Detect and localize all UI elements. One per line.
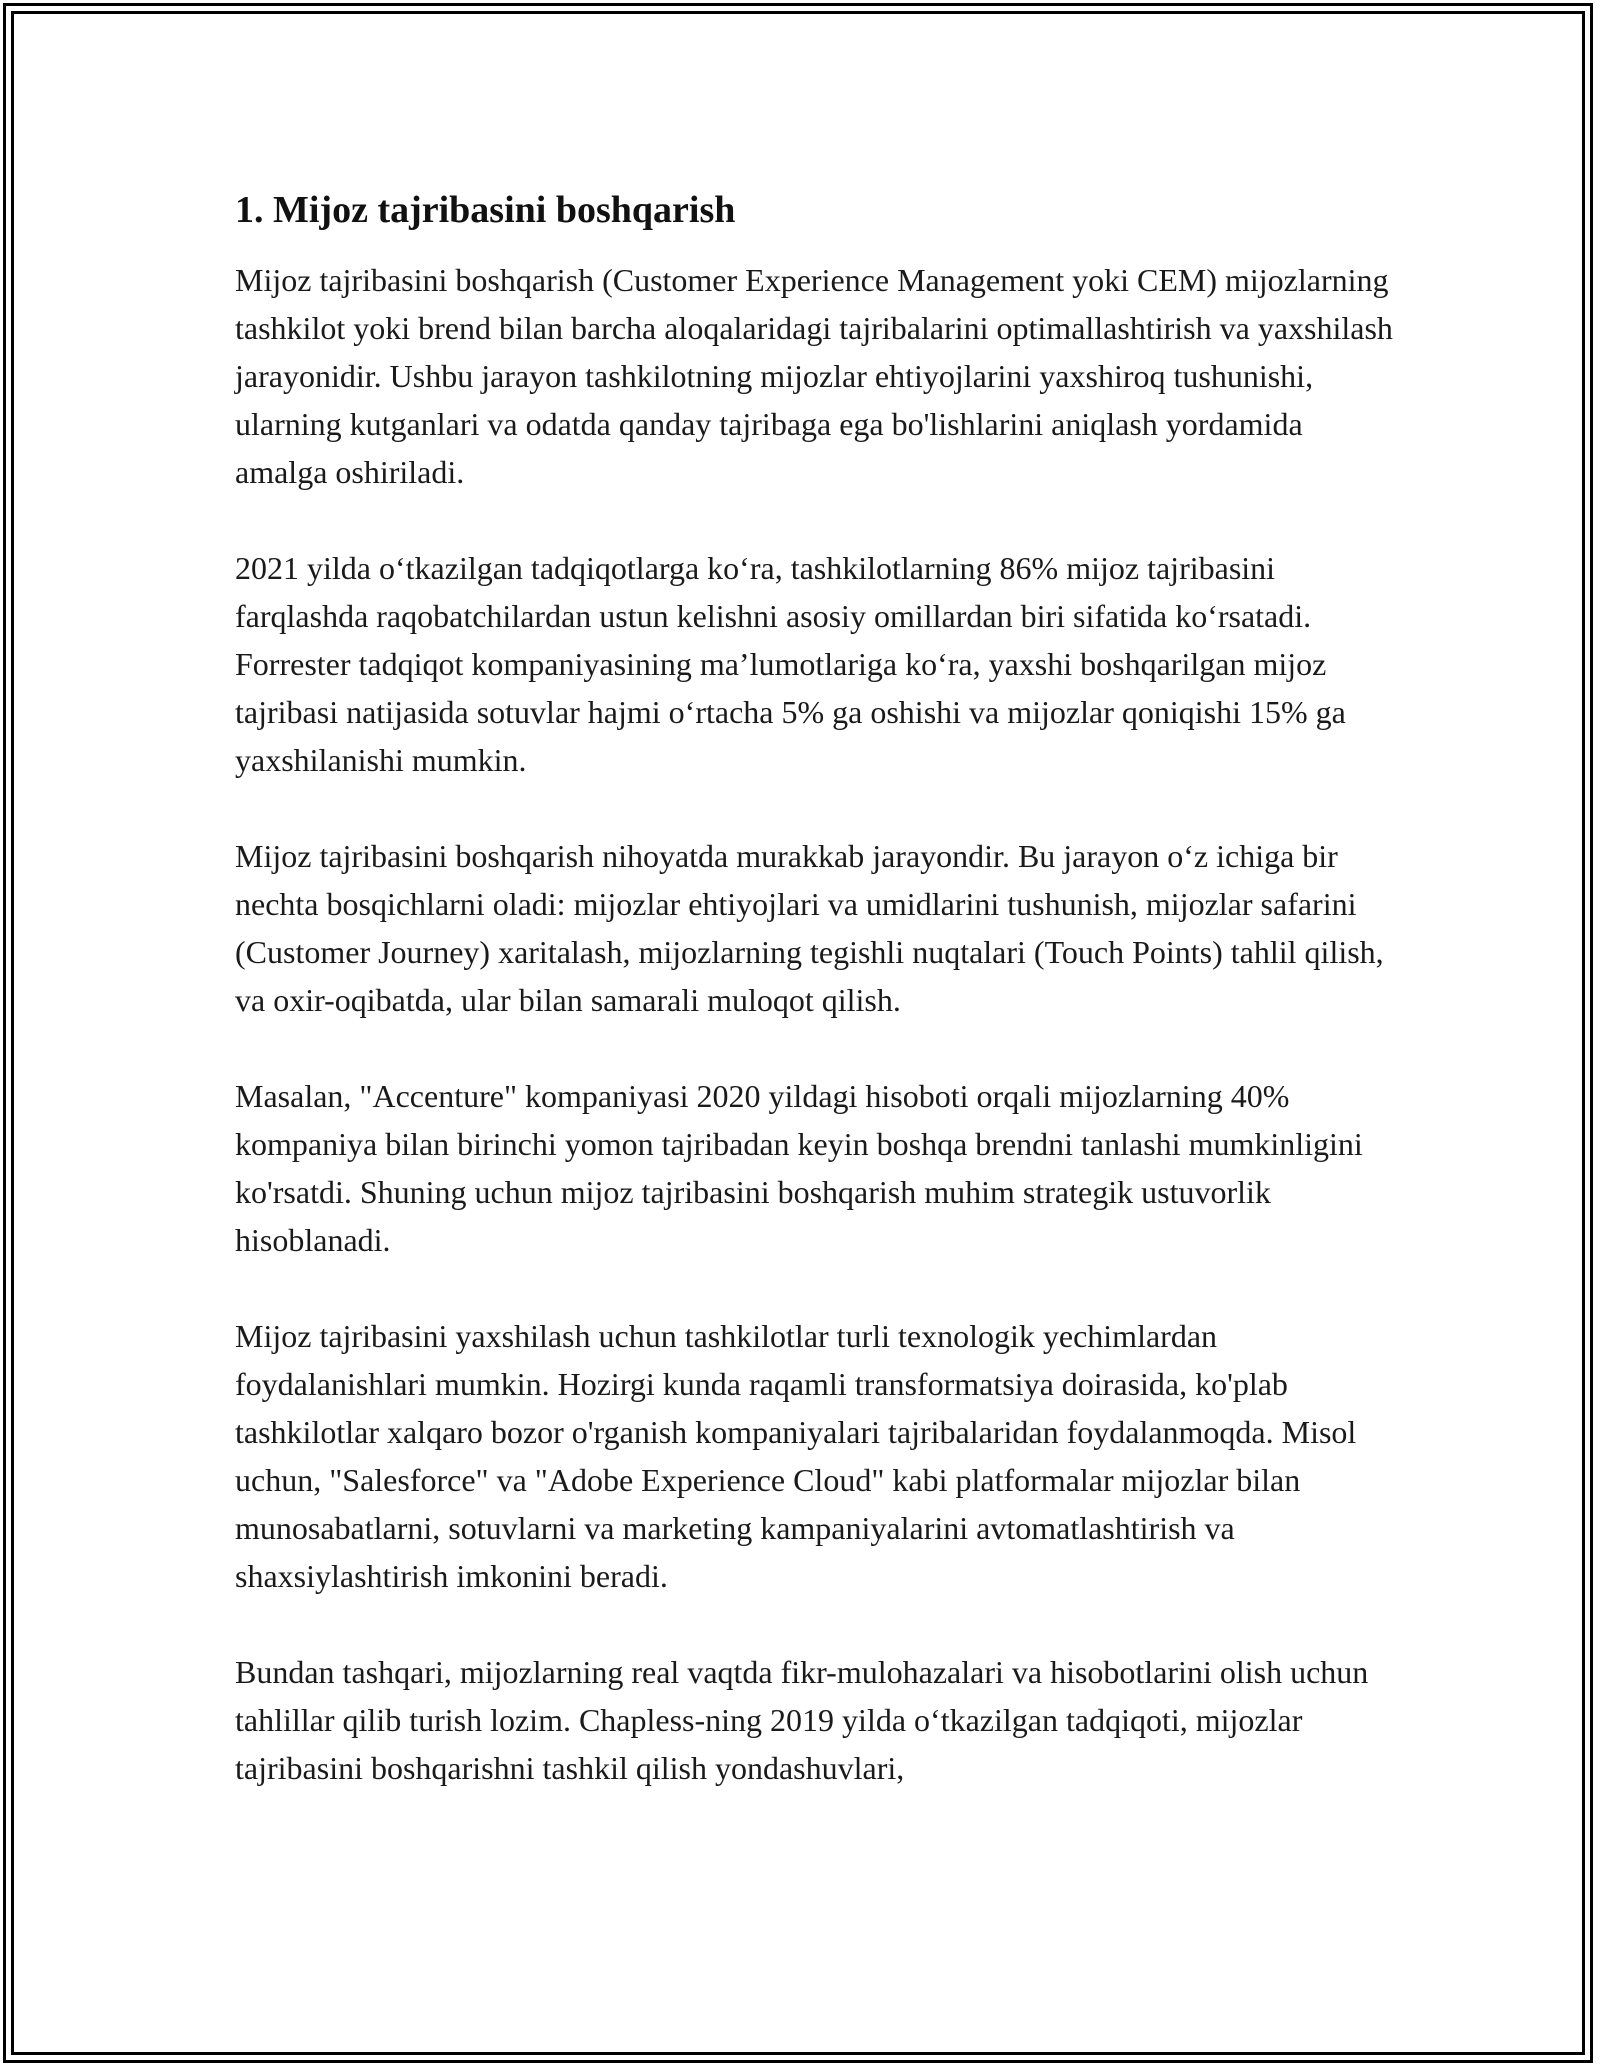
paragraph-process: Mijoz tajribasini boshqarish nihoyatda murakkab jarayondir. Bu jarayon oʻz ichiga bir nechta bosqichlarni oladi: mijozlar ehtiyojlari va umidlarini tushunish, mijozlar safarini (Customer Journey) xaritalash, mijozlarning tegishli nuqtalari (Touch Points) tahlil qilish, va oxir-oqibatda, ular bilan samarali muloqot qilish. [235, 838, 1384, 1018]
paragraph-intro: Mijoz tajribasini boshqarish (Customer Experience Management yoki CEM) mijozlarning tashkilot yoki brend bilan barcha aloqalaridagi tajribalarini optimallashtirish va yaxshilash jarayonidir. Ushbu jarayon tashkilotning mijozlar ehtiyojlarini yaxshiroq tushunishi, ularning kutganlari va odatda qanday tajribaga ega bo'lishlarini aniqlash yordamida amalga oshiriladi. [235, 262, 1393, 490]
paragraph-accenture: Masalan, "Accenture" kompaniyasi 2020 yildagi hisoboti orqali mijozlarning 40% kompaniya bilan birinchi yomon tajribadan keyin boshqa brendni tanlashi mumkinligini ko'rsatdi. Shuning uchun mijoz tajribasini boshqarish muhim strategik ustuvorlik hisoblanadi. [235, 1078, 1363, 1258]
section-heading: 1. Mijoz tajribasini boshqarish [235, 189, 736, 231]
paragraph-technology: Mijoz tajribasini yaxshilash uchun tashkilotlar turli texnologik yechimlardan foydalanishlari mumkin. Hozirgi kunda raqamli transformatsiya doirasida, ko'plab tashkilotlar xalqaro bozor o'rganish kompaniyalari tajribalaridan foydalanmoqda. Misol uchun, "Salesforce" va "Adobe Experience Cloud" kabi platformalar mijozlar bilan munosabatlarni, sotuvlarni va marketing kampaniyalarini avtomatlashtirish va shaxsiylashtirish imkonini beradi. [235, 1318, 1357, 1594]
document-body [235, 186, 1395, 1840]
paragraph-statistics: 2021 yilda oʻtkazilgan tadqiqotlarga koʻra, tashkilotlarning 86% mijoz tajribasini farqlashda raqobatchilardan ustun kelishni asosiy omillardan biri sifatida koʻrsatadi. Forrester tadqiqot kompaniyasining maʼlumotlariga koʻra, yaxshi boshqarilgan mijoz tajribasi natijasida sotuvlar hajmi oʻrtacha 5% ga oshishi va mijozlar qoniqishi 15% ga yaxshilanishi mumkin. [235, 550, 1346, 778]
paragraph-feedback: Bundan tashqari, mijozlarning real vaqtda fikr-mulohazalari va hisobotlarini olish uchun tahlillar qilib turish lozim. Chapless-ning 2019 yilda oʻtkazilgan tadqiqoti, mijozlar tajribasini boshqarishni tashkil qilish yondashuvlari, [235, 1654, 1369, 1786]
